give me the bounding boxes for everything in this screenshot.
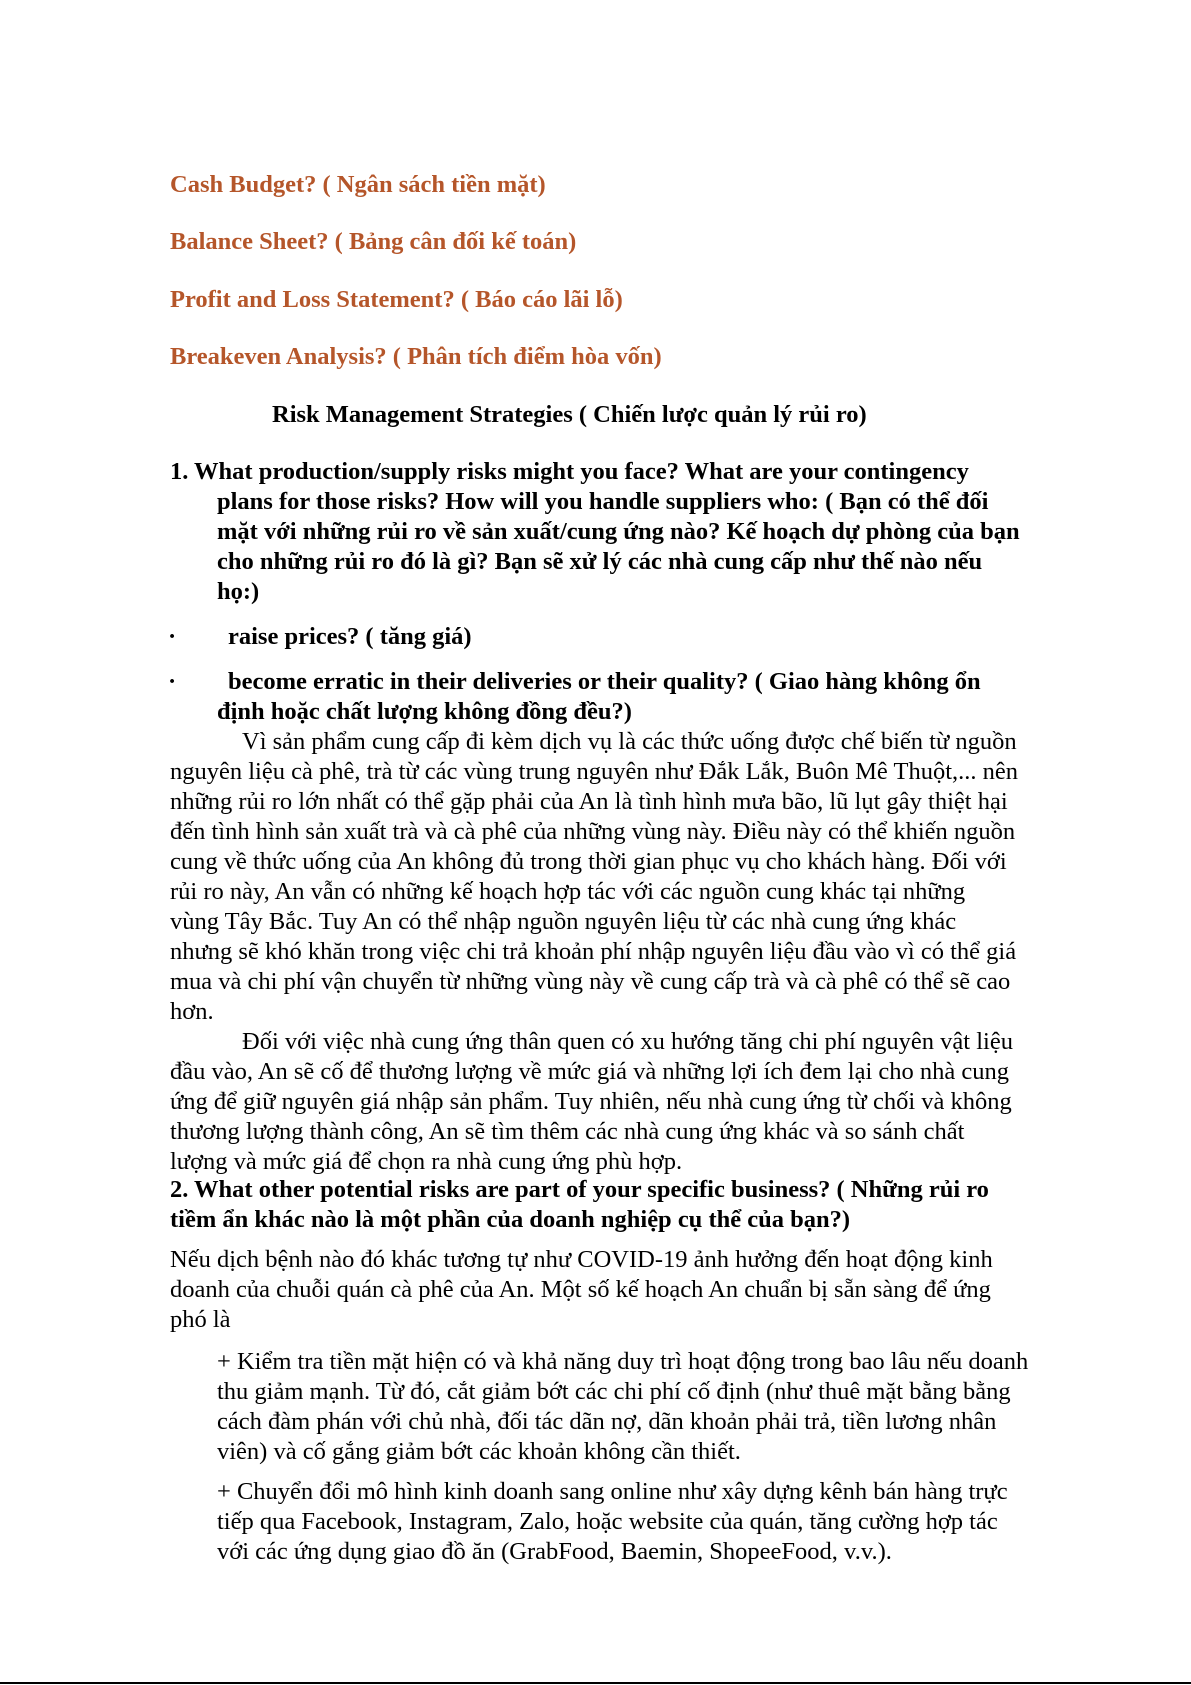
answer2-intro-line: Nếu dịch bệnh nào đó khác tương tự như COVID-19 ảnh hưởng đến hoạt động kinh — [170, 1246, 993, 1273]
bullet-item-raise-prices: raise prices? ( tăng giá) — [228, 623, 472, 650]
question1-line: mặt với những rủi ro về sản xuất/cung ứng nào? Kế hoạch dự phòng của bạn — [217, 518, 1020, 545]
answer1-p2-line: lượng và mức giá để chọn ra nhà cung ứng phù hợp. — [170, 1148, 683, 1175]
answer2-plan1-line: viên) và cố gắng giảm bớt các khoản không cần thiết. — [217, 1438, 741, 1465]
answer1-p1-line: hơn. — [170, 998, 214, 1025]
section-title: Risk Management Strategies ( Chiến lược quản lý rủi ro) — [272, 401, 867, 428]
heading-balance-sheet: Balance Sheet? ( Bảng cân đối kế toán) — [170, 228, 577, 255]
answer1-p2-line: ứng để giữ nguyên giá nhập sản phẩm. Tuy nhiên, nếu nhà cung ứng từ chối và không — [170, 1088, 1012, 1115]
question1-line: 1. What production/supply risks might you face? What are your contingency — [170, 458, 969, 485]
answer1-p2-line: đầu vào, An sẽ cố để thương lượng về mức giá và những lợi ích đem lại cho nhà cung — [170, 1058, 1010, 1085]
answer2-plan2-line: tiếp qua Facebook, Instagram, Zalo, hoặc website của quán, tăng cường hợp tác — [217, 1508, 998, 1535]
answer1-p1-line: những rủi ro lớn nhất có thể gặp phải của An là tình hình mưa bão, lũ lụt gây thiệt hại — [170, 788, 1008, 815]
answer2-intro-line: doanh của chuỗi quán cà phê của An. Một số kế hoạch An chuẩn bị sẵn sàng để ứng — [170, 1276, 991, 1303]
answer1-p1-line: mua và chi phí vận chuyển từ những vùng này về cung cấp trà và cà phê có thể sẽ cao — [170, 968, 1011, 995]
bullet-marker: · — [168, 623, 177, 650]
answer1-p1-line: rủi ro này, An vẫn có những kế hoạch hợp tác với các nguồn cung khác tại những — [170, 878, 966, 905]
answer1-p1-line: đến tình hình sản xuất trà và cà phê của những vùng này. Điều này có thể khiến nguồn — [170, 818, 1016, 845]
answer1-p1-line: nguyên liệu cà phê, trà từ các vùng trung nguyên như Đắk Lắk, Buôn Mê Thuột,... nên — [170, 758, 1019, 785]
answer2-plan2-line: + Chuyển đổi mô hình kinh doanh sang online như xây dựng kênh bán hàng trực — [217, 1478, 1008, 1505]
answer1-p1-line: cung về thức uống của An không đủ trong thời gian phục vụ cho khách hàng. Đối với — [170, 848, 1007, 875]
bullet-item-erratic: định hoặc chất lượng không đồng đều?) — [217, 698, 632, 725]
answer1-p2-line: thương lượng thành công, An sẽ tìm thêm các nhà cung ứng khác và so sánh chất — [170, 1118, 965, 1145]
answer2-intro-line: phó là — [170, 1306, 231, 1333]
question2-line: 2. What other potential risks are part of your specific business? ( Những rủi ro — [170, 1176, 989, 1203]
answer2-plan1-line: thu giảm mạnh. Từ đó, cắt giảm bớt các chi phí cố định (như thuê mặt bằng bằng — [217, 1378, 1011, 1405]
heading-cash-budget: Cash Budget? ( Ngân sách tiền mặt) — [170, 171, 546, 198]
answer1-p1-line: Vì sản phẩm cung cấp đi kèm dịch vụ là các thức uống được chế biến từ nguồn — [242, 728, 1017, 755]
question1-line: plans for those risks? How will you handle suppliers who: ( Bạn có thể đối — [217, 488, 989, 515]
answer1-p1-line: nhưng sẽ khó khăn trong việc chi trả khoản phí nhập nguyên liệu đầu vào vì có thể giá — [170, 938, 1017, 965]
answer1-p1-line: vùng Tây Bắc. Tuy An có thể nhập nguồn nguyên liệu từ các nhà cung ứng khác — [170, 908, 957, 935]
bullet-item-erratic: become erratic in their deliveries or their quality? ( Giao hàng không ổn — [228, 668, 981, 695]
page-bottom-rule — [0, 1682, 1191, 1684]
bullet-marker: · — [168, 668, 177, 695]
answer2-plan1-line: cách đàm phán với chủ nhà, đối tác dãn nợ, dãn khoản phải trả, tiền lương nhân — [217, 1408, 997, 1435]
question1-line: cho những rủi ro đó là gì? Bạn sẽ xử lý các nhà cung cấp như thế nào nếu — [217, 548, 983, 575]
heading-breakeven: Breakeven Analysis? ( Phân tích điểm hòa vốn) — [170, 343, 662, 370]
answer2-plan2-line: với các ứng dụng giao đồ ăn (GrabFood, Baemin, ShopeeFood, v.v.). — [217, 1538, 892, 1565]
answer2-plan1-line: + Kiểm tra tiền mặt hiện có và khả năng duy trì hoạt động trong bao lâu nếu doanh — [217, 1348, 1029, 1375]
question2-line: tiềm ẩn khác nào là một phần của doanh nghiệp cụ thể của bạn?) — [170, 1206, 851, 1233]
answer1-p2-line: Đối với việc nhà cung ứng thân quen có xu hướng tăng chi phí nguyên vật liệu — [242, 1028, 1013, 1055]
question1-line: họ:) — [217, 578, 260, 605]
heading-profit-loss: Profit and Loss Statement? ( Báo cáo lãi lỗ) — [170, 286, 623, 313]
